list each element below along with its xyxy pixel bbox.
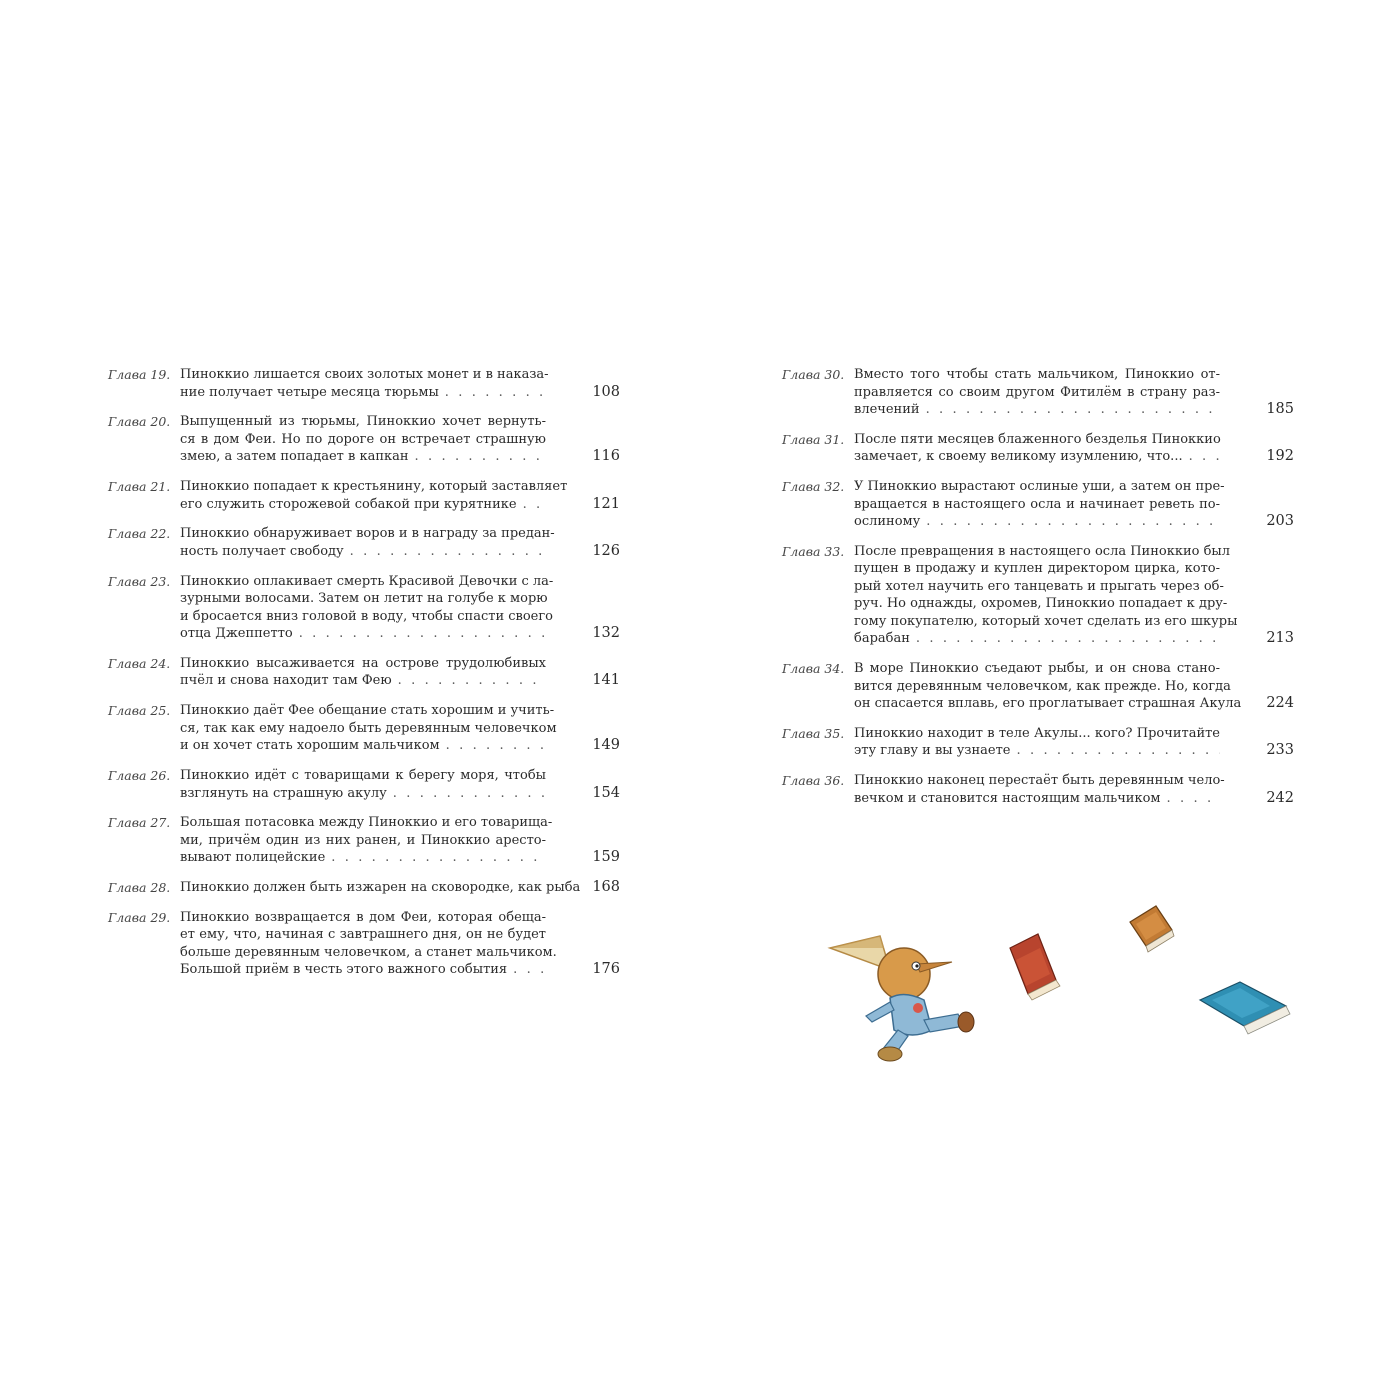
dot-leader xyxy=(926,401,1220,419)
chapter-label: Глава 31. xyxy=(782,431,845,447)
dot-leader xyxy=(1167,790,1220,808)
chapter-label: Глава 21. xyxy=(108,479,171,495)
chapter-title xyxy=(180,413,546,466)
chapter-label: Глава 35. xyxy=(782,725,845,741)
toc-entry[interactable] xyxy=(782,725,1294,760)
page-number: 141 xyxy=(592,672,620,689)
chapter-title-line: змею, а затем попадает в капкан . . . xyxy=(180,448,546,466)
chapter-title-line: отца Джеппетто . . . xyxy=(180,625,546,643)
chapter-title-line: ность получает свободу . . . xyxy=(180,543,546,561)
dot-leader xyxy=(916,630,1220,648)
page-number: 203 xyxy=(1266,513,1294,530)
chapter-title xyxy=(180,814,553,867)
chapter-title xyxy=(854,478,1225,531)
chapter-label: Глава 29. xyxy=(108,909,171,925)
chapter-title-line: вится деревянным человечком, как прежде. Но, когда xyxy=(854,678,1231,694)
page-number: 185 xyxy=(1266,401,1294,417)
chapter-title-line: Вместо того чтобы стать мальчиком, Пиноккио от- xyxy=(854,367,1220,382)
toc-entry[interactable] xyxy=(108,573,620,643)
chapter-title xyxy=(854,431,1220,466)
chapter-title-line: он спасается вплавь, его проглатывает страшная Акула xyxy=(854,696,1242,712)
chapter-label: Глава 28. xyxy=(108,880,171,896)
chapter-title-line: Пиноккио находит в теле Акулы... кого? Прочитайте xyxy=(854,725,1220,741)
toc-entry[interactable] xyxy=(108,478,620,513)
page-number: 121 xyxy=(592,495,620,512)
chapter-title-line: ся, так как ему надоело быть деревянным человечком xyxy=(180,720,557,736)
page-number: 168 xyxy=(592,879,620,896)
chapter-title-line: пчёл и снова находит там Фею . . . xyxy=(180,672,546,690)
chapter-title xyxy=(180,702,557,755)
chapter-label: Глава 36. xyxy=(782,773,845,789)
page-number: 159 xyxy=(592,849,620,866)
blue-book-icon xyxy=(1200,982,1290,1034)
chapter-title-line: В море Пиноккио съедают рыбы, и он снова стано- xyxy=(854,661,1220,677)
chapter-title-line: Большой приём в честь этого важного события . . . xyxy=(180,961,546,979)
chapter-title-line: ся в дом Феи. Но по дороге он встречает страшную xyxy=(180,431,546,447)
toc-entry[interactable] xyxy=(108,366,620,401)
chapter-title xyxy=(180,366,549,401)
toc-entry[interactable] xyxy=(782,660,1294,713)
toc-entry[interactable] xyxy=(108,702,620,755)
chapter-title-line: Выпущенный из тюрьмы, Пиноккио хочет вернуть- xyxy=(180,414,546,430)
chapter-title-line: больше деревянным человечком, а станет мальчиком. xyxy=(180,944,557,960)
chapter-title xyxy=(854,660,1242,713)
chapter-label: Глава 23. xyxy=(108,573,171,589)
dot-leader xyxy=(350,543,546,561)
chapter-title-line: вечком и становится настоящим мальчиком . . . xyxy=(854,790,1220,808)
chapter-title-line: Пиноккио высаживается на острове трудолюбивых xyxy=(180,655,546,671)
chapter-title-line: пущен в продажу и куплен директором цирка, кото- xyxy=(854,561,1220,577)
chapter-label: Глава 27. xyxy=(108,815,171,831)
orange-book-icon xyxy=(1130,906,1174,952)
pinocchio-figure xyxy=(830,936,974,1061)
page-number: 224 xyxy=(1266,695,1294,712)
toc-entry[interactable] xyxy=(782,431,1294,466)
chapter-title xyxy=(854,772,1225,807)
chapter-title-line: барабан . . . xyxy=(854,630,1220,648)
chapter-title-line: У Пиноккио вырастают ослиные уши, а затем он пре- xyxy=(854,479,1225,495)
chapter-title xyxy=(854,725,1220,760)
chapter-title-line: После превращения в настоящего осла Пиноккио был xyxy=(854,543,1231,559)
chapter-label: Глава 30. xyxy=(782,367,845,382)
page-number: 242 xyxy=(1266,789,1294,806)
chapter-title xyxy=(854,543,1238,648)
toc-entry[interactable] xyxy=(782,543,1294,648)
toc-entry[interactable] xyxy=(108,909,620,979)
chapter-label: Глава 32. xyxy=(782,479,845,495)
dot-leader xyxy=(1189,448,1220,466)
red-book-icon xyxy=(1010,934,1060,1000)
toc-entry[interactable] xyxy=(782,478,1294,531)
chapter-label: Глава 26. xyxy=(108,768,171,784)
chapter-title-line: Пиноккио лишается своих золотых монет и в наказа- xyxy=(180,367,549,382)
dot-leader xyxy=(513,961,546,979)
page-number: 116 xyxy=(592,448,620,465)
chapter-label: Глава 33. xyxy=(782,543,845,559)
chapter-title-line: эту главу и вы узнаете . . . xyxy=(854,742,1220,760)
dot-leader xyxy=(445,384,546,402)
chapter-title xyxy=(180,478,568,513)
chapter-title xyxy=(180,879,581,897)
toc-entry[interactable] xyxy=(108,413,620,466)
dot-leader xyxy=(393,785,546,803)
chapter-title-line: ослиному . . . xyxy=(854,513,1220,531)
chapter-title-line: ние получает четыре месяца тюрьмы . . . xyxy=(180,384,546,402)
chapter-title-line: правляется со своим другом Фитилём в страну раз- xyxy=(854,384,1220,400)
toc-right-column xyxy=(782,366,1294,820)
chapter-title-line: его служить сторожевой собакой при курятнике . . . xyxy=(180,496,546,514)
toc-left-column xyxy=(108,366,620,991)
page-number: 213 xyxy=(1266,630,1294,647)
chapter-title xyxy=(854,366,1220,419)
chapter-title-line: и он хочет стать хорошим мальчиком . . . xyxy=(180,737,546,755)
chapter-label: Глава 22. xyxy=(108,526,171,542)
page-number: 149 xyxy=(592,737,620,754)
chapter-title-line: Пиноккио попадает к крестьянину, который заставляет xyxy=(180,479,568,495)
chapter-title-line: и бросается вниз головой в воду, чтобы спасти своего xyxy=(180,608,553,624)
chapter-title-line: вывают полицейские . . . xyxy=(180,849,546,867)
chapter-label: Глава 20. xyxy=(108,414,171,430)
chapter-title-line: рый хотел научить его танцевать и прыгать через об- xyxy=(854,578,1224,594)
chapter-label: Глава 25. xyxy=(108,703,171,719)
chapter-title-line: Большая потасовка между Пиноккио и его товарища- xyxy=(180,815,553,831)
toc-entry[interactable] xyxy=(782,366,1294,419)
chapter-title xyxy=(180,909,557,979)
chapter-label: Глава 19. xyxy=(108,367,171,382)
pinocchio-illustration xyxy=(820,890,1300,1070)
toc-entry[interactable] xyxy=(108,655,620,690)
dot-leader xyxy=(398,672,546,690)
chapter-title-line: Пиноккио даёт Фее обещание стать хорошим и учить- xyxy=(180,703,555,719)
chapter-title-line: ет ему, что, начиная с завтрашнего дня, он не будет xyxy=(180,927,546,943)
toc-entry[interactable] xyxy=(108,767,620,802)
chapter-title-line: Пиноккио оплакивает смерть Красивой Девочки с ла- xyxy=(180,573,554,589)
dot-leader xyxy=(926,513,1220,531)
chapter-title-line: зурными волосами. Затем он летит на голубе к морю xyxy=(180,591,548,607)
chapter-title-line: Пиноккио наконец перестаёт быть деревянным чело- xyxy=(854,773,1225,789)
dot-leader xyxy=(523,496,546,514)
dot-leader xyxy=(415,448,546,466)
page-number: 176 xyxy=(592,961,620,978)
chapter-title-line: взглянуть на страшную акулу . . . xyxy=(180,785,546,803)
chapter-label: Глава 24. xyxy=(108,655,171,671)
page-number: 154 xyxy=(592,784,620,801)
chapter-title-line: вращается в настоящего осла и начинает реветь по- xyxy=(854,496,1220,512)
chapter-title-line: руч. Но однажды, охромев, Пиноккио попадает к дру- xyxy=(854,596,1228,612)
toc-entry[interactable] xyxy=(108,525,620,560)
dot-leader xyxy=(1017,742,1220,760)
chapter-title-line: После пяти месяцев блаженного безделья Пиноккио xyxy=(854,431,1221,447)
chapter-title-line: замечает, к своему великому изумлению, что... . . . xyxy=(854,448,1220,466)
toc-entry[interactable] xyxy=(108,879,620,897)
page-number: 233 xyxy=(1266,742,1294,759)
page-number: 132 xyxy=(592,625,620,642)
chapter-title xyxy=(180,655,546,690)
chapter-title xyxy=(180,573,554,643)
page-number: 192 xyxy=(1266,448,1294,465)
chapter-title-line: влечений . . . xyxy=(854,401,1220,419)
chapter-title-line: Пиноккио возвращается в дом Феи, которая обеща- xyxy=(180,909,546,925)
chapter-label: Глава 34. xyxy=(782,661,845,677)
toc-entry[interactable] xyxy=(782,772,1294,807)
chapter-title-line: Пиноккио обнаруживает воров и в награду за предан- xyxy=(180,526,555,542)
chapter-title-line: Пиноккио должен быть изжарен на сковородке, как рыба xyxy=(180,880,581,896)
page-number: 108 xyxy=(592,383,620,400)
chapter-title-line: гому покупателю, который хочет сделать из его шкуры xyxy=(854,613,1238,629)
dot-leader xyxy=(299,625,546,643)
toc-entry[interactable] xyxy=(108,814,620,867)
dot-leader xyxy=(446,737,546,755)
chapter-title-line: ми, причём один из них ранен, и Пиноккио аресто- xyxy=(180,832,546,848)
chapter-title-line: Пиноккио идёт с товарищами к берегу моря, чтобы xyxy=(180,768,546,784)
chapter-title xyxy=(180,525,555,560)
chapter-title xyxy=(180,767,546,802)
page-number: 126 xyxy=(592,542,620,559)
dot-leader xyxy=(331,849,546,867)
